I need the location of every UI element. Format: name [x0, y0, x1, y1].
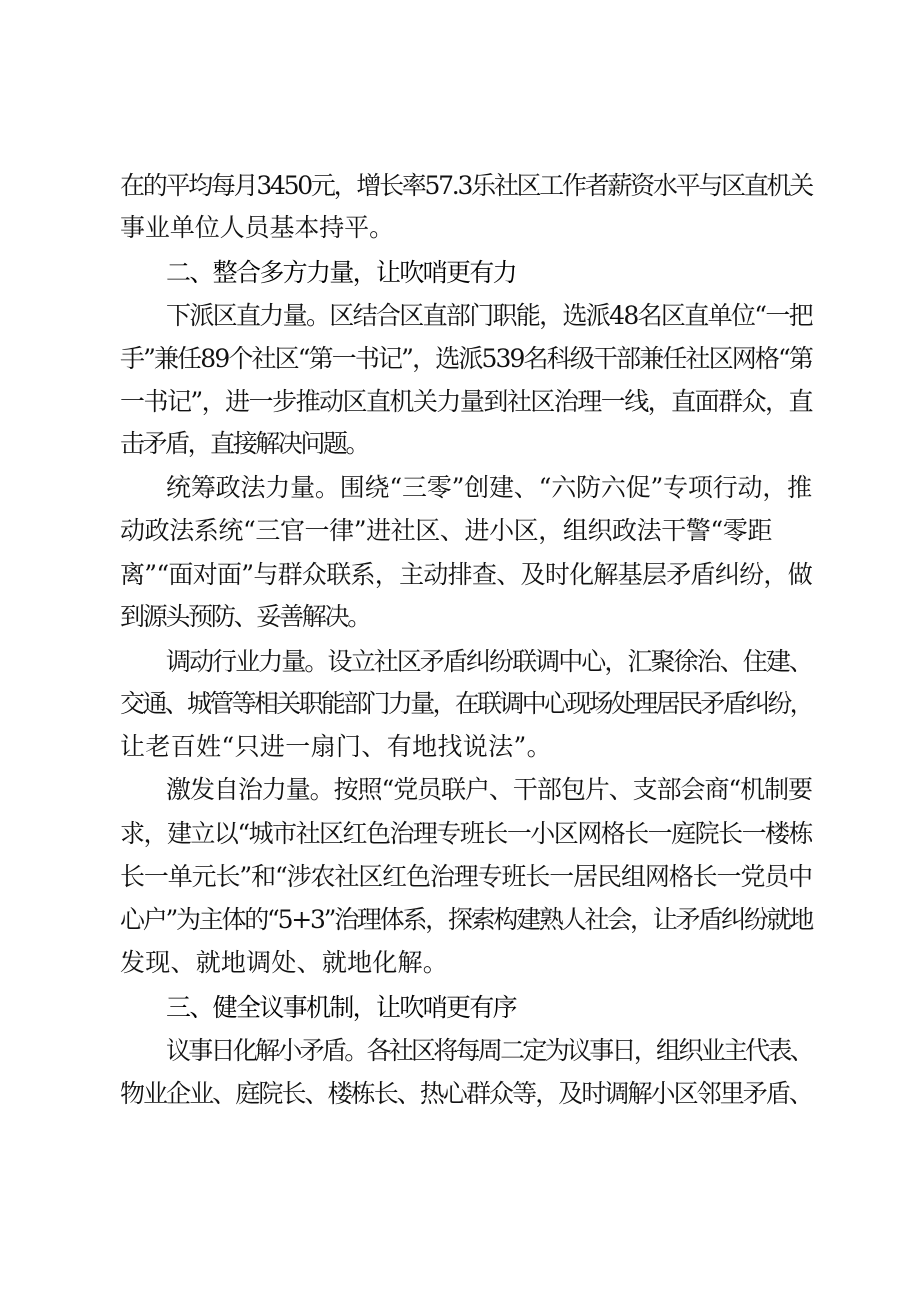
text: 心户”为主体的“5+3”治理体系，探索构建熟人社会，让矛盾纠纷就地 [120, 905, 812, 934]
text: 动政法系统“三官一律”进社区、进小区，组织政法干警“零距 [120, 516, 772, 545]
text: 求，建立以“城市社区红色治理专班长一小区网格长一庭院长一楼栋 [120, 819, 812, 848]
text: 物业企业、庭院长、楼栋长、热心群众等，及时调解小区邻里矛盾、 [120, 1079, 812, 1108]
text: 在的平均每月3450元，增长率57.3乐社区工作者薪资水平与区直机关 [120, 171, 812, 200]
text: 一书记”，进一步推动区直机关力量到社区治理一线，直面群众，直 [120, 387, 812, 416]
text: 长一单元长”和“涉农社区红色治理专班长一居民组网格长一党员中 [120, 862, 812, 891]
text: 交通、城管等相关职能部门力量，在联调中心现场处理居民矛盾纠纷， [120, 689, 812, 718]
text: 到源头预防、妥善解决。 [120, 602, 370, 631]
text: 调动行业力量。设立社区矛盾纠纷联调中心，汇聚徐治、住建、 [166, 647, 812, 676]
text: 统筹政法力量。围绕“三零”创建、“六防六促”专项行动，推 [166, 473, 812, 502]
text: 议事日化解小矛盾。各社区将每周二定为议事日，组织业主代表、 [166, 1036, 812, 1065]
text: 离”“面对面”与群众联系，主动排查、及时化解基层矛盾纠纷，做 [120, 560, 812, 589]
text: 发现、就地调处、就地化解。 [120, 948, 448, 977]
text: 激发自治力量。按照“党员联户、干部包片、支部会商“机制要 [166, 775, 812, 804]
text: 三、健全议事机制，让吹哨更有序 [166, 993, 516, 1022]
text: 击矛盾，直接解决问题。 [120, 429, 368, 458]
text: 手”兼任89个社区“第一书记”，选派539名科级干部兼任社区网格“第 [120, 344, 812, 373]
text: 事业单位人员基本持平。 [120, 213, 394, 242]
text: 下派区直力量。区结合区直部门职能，选派48名区直单位“一把 [166, 301, 812, 330]
text: 让老百姓“只进一扇门、有地找说法”。 [120, 732, 552, 761]
body-line [0, 1068, 920, 1120]
text: 二、整合多方力量，让吹哨更有力 [166, 258, 516, 287]
